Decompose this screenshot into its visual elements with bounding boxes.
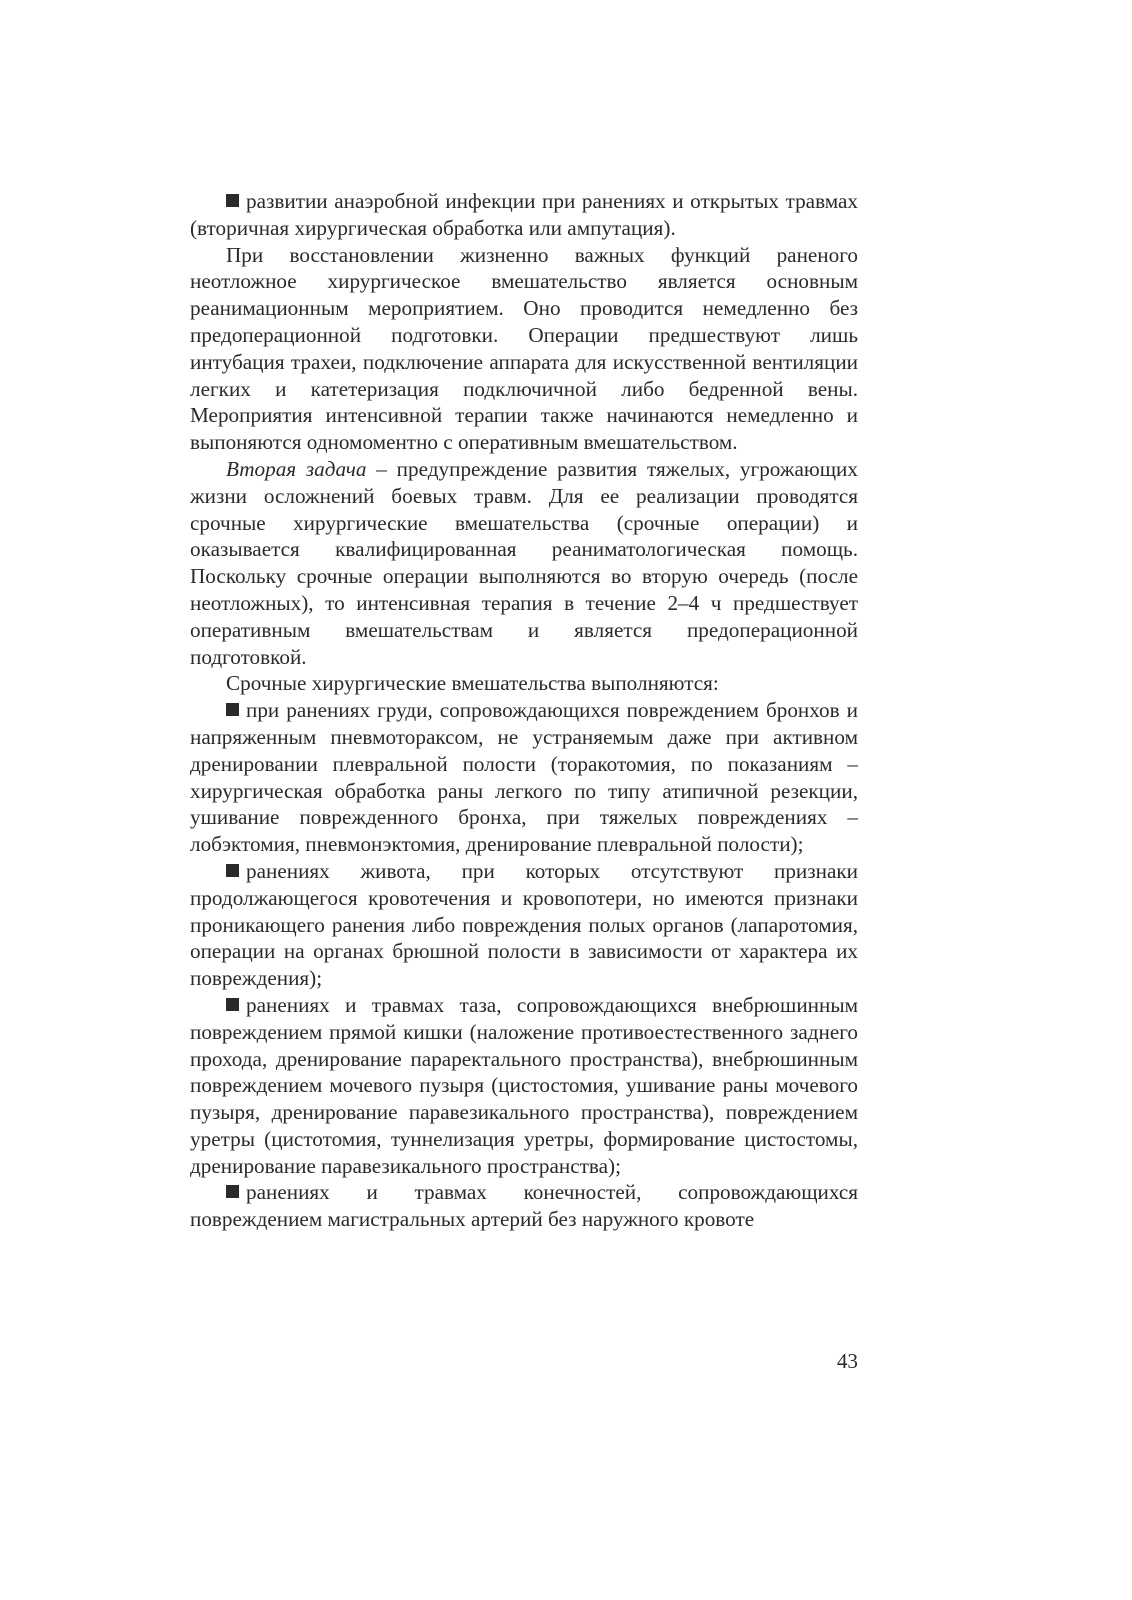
bullet-item-abdomen [190, 858, 858, 992]
paragraph-text: развитии анаэробной инфекции при ранениях и открытых травмах (вторичная хирургическая обработка или ампутация). [190, 189, 858, 240]
emphasis-second-task: Вторая задача [226, 456, 367, 481]
bullet-item-pelvis [190, 992, 858, 1180]
paragraph-second-task [190, 456, 858, 670]
square-bullet-icon [226, 998, 239, 1011]
square-bullet-icon [226, 194, 239, 207]
page-body [190, 188, 858, 1233]
square-bullet-icon [226, 703, 239, 716]
page-number: 43 [836, 1349, 858, 1373]
bullet-item-anaerobic-infection [190, 188, 858, 242]
paragraph-text: ранениях и травмах конечностей, сопровождающихся повреждением магистральных артерий без наружного кровоте [190, 1180, 858, 1232]
paragraph-text: – предупреждение развития тяжелых, угрожающих жизни осложнений боевых травм. Для ее реализации проводятся срочные хирургические вмешательства (срочные операции) и оказывается квалифицированная реаниматологическая помощь. Поскольку срочные операции выполняются во вторую очередь (после неотложных), то интенсивная терапия в течение 2–4 ч предшествует оперативным вмешательствам и является предоперационной подготовкой. [190, 456, 858, 669]
square-bullet-icon [226, 864, 239, 877]
paragraph-urgent-intro: Срочные хирургические вмешательства выполняются: [226, 671, 719, 696]
bullet-item-chest [190, 697, 858, 858]
paragraph-text: ранениях живота, при которых отсутствуют признаки продолжающегося кровотечения и кровопотери, но имеются признаки проникающего ранения либо повреждения полых органов (лапаротомия, операции на органах брюшной полости в зависимости от характера их повреждения); [190, 858, 858, 991]
paragraph-first-task: При восстановлении жизненно важных функций раненого неотложное хирургическое вмешательство является основным реанимационным мероприятием. Оно проводится немедленно без предоперационной подготовки. Операции предшествуют лишь интубация трахеи, подключение аппарата для искусственной вентиляции легких и катетеризация подключичной либо бедренной вены. Мероприятия интенсивной терапии также начинаются немедленно и выпоняются одномоментно с оперативным вмешательством. [190, 242, 858, 455]
paragraph-text: ранениях и травмах таза, сопровождающихся внебрюшинным повреждением прямой кишки (наложение противоестественного заднего прохода, дренирование параректального пространства), внебрюшинным повреждением мочевого пузыря (цистостомия, ушивание раны мочевого пузыря, дренирование паравезикального пространства), повреждением уретры (цистотомия, туннелизация уретры, формирование цистостомы, дренирование паравезикального пространства); [190, 992, 858, 1178]
paragraph-text: при ранениях груди, сопровождающихся повреждением бронхов и напряженным пневмотораксом, не устраняемым даже при активном дренировании плевральной полости (торакотомия, по показаниям – хирургическая обработка раны легкого по типу атипичной резекции, ушивание поврежденного бронха, при тяжелых повреждениях – лобэктомия, пневмонэктомия, дренирование плевральной полости); [190, 698, 858, 857]
square-bullet-icon [226, 1185, 239, 1198]
bullet-item-limbs [190, 1179, 858, 1233]
